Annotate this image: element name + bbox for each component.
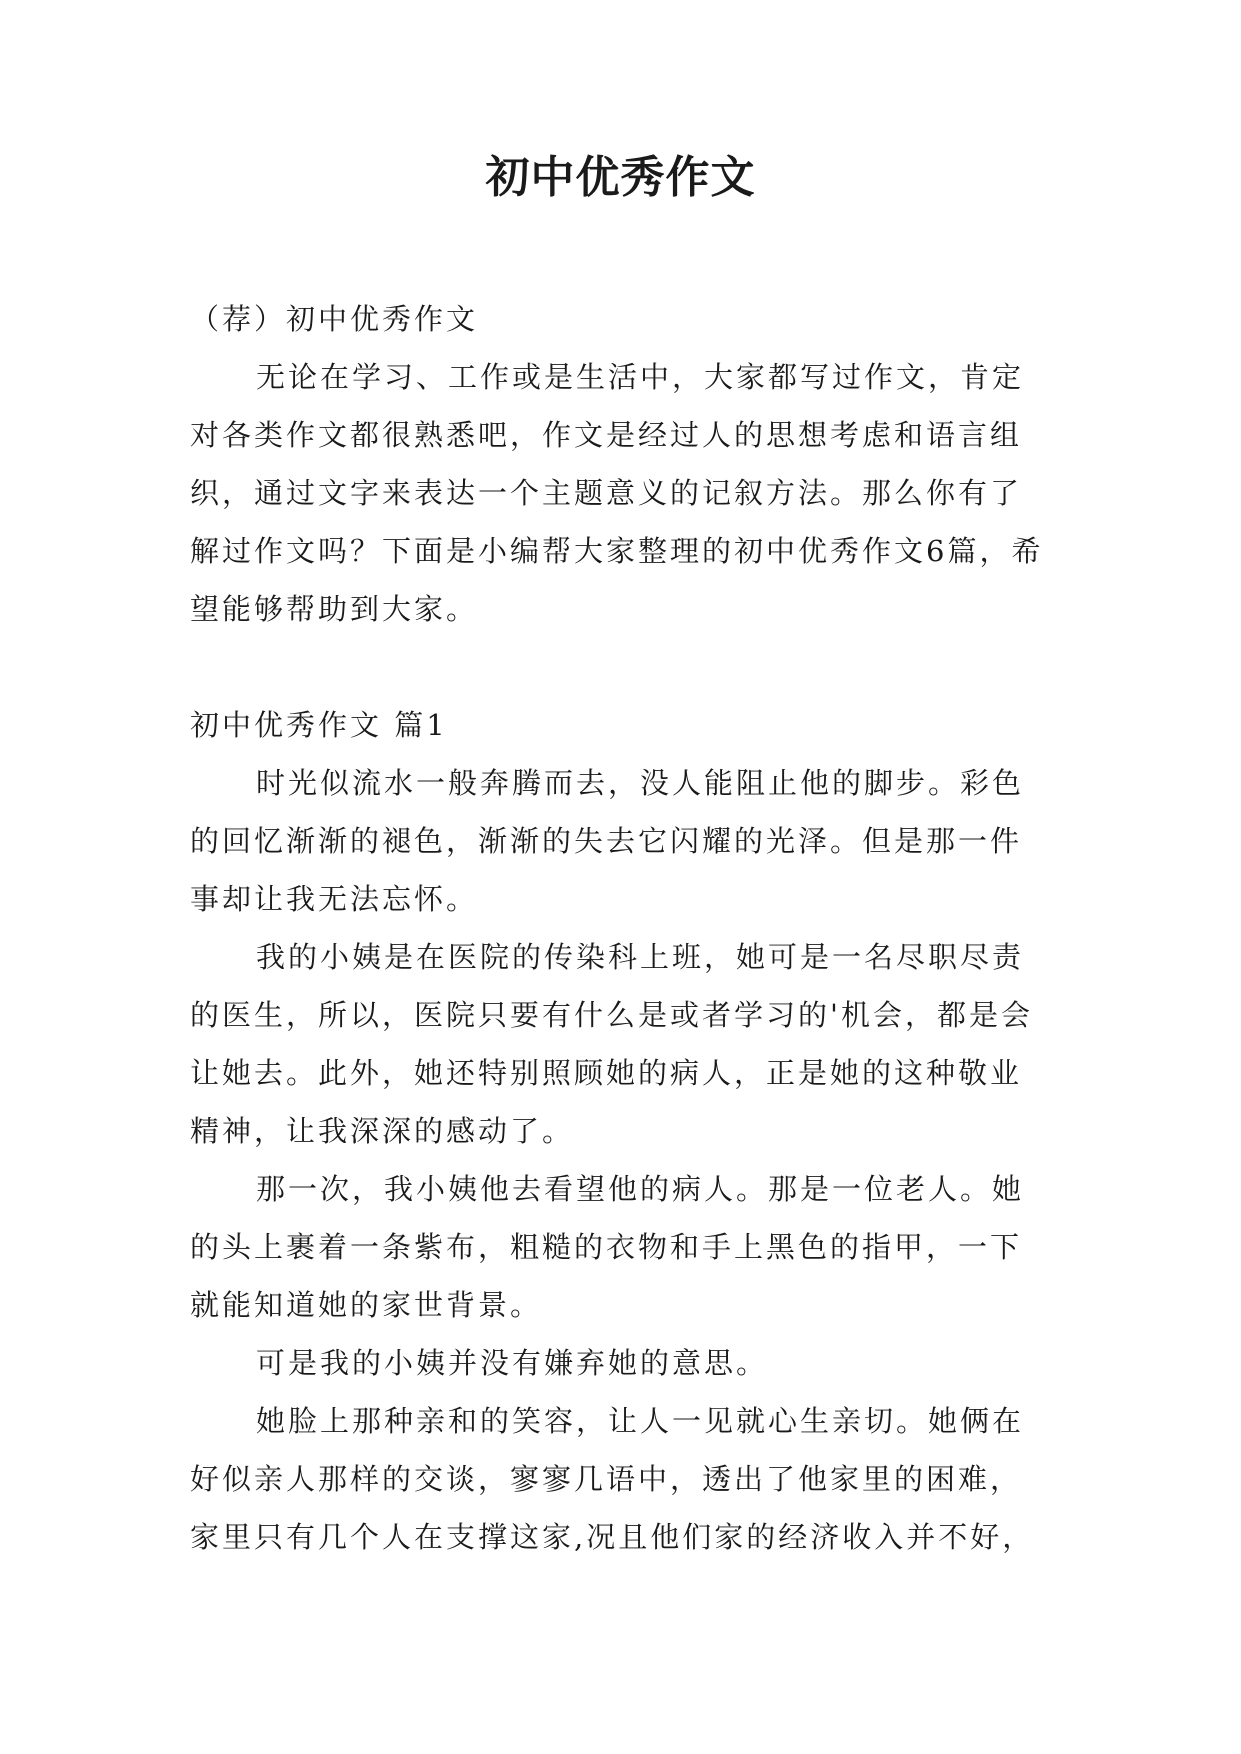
paragraph: 那一次，我小姨他去看望他的病人。那是一位老人。她的头上裹着一条紫布，粗糙的衣物和手上黑色的指甲，一下就能知道她的家世背景。 bbox=[190, 1172, 1025, 1322]
paragraph: 我的小姨是在医院的传染科上班，她可是一名尽职尽责的医生，所以，医院只要有什么是或者学习的'机会，都是会让她去。此外，她还特别照顾她的病人，正是她的这种敬业精神，让我深深的感动了。 bbox=[190, 940, 1033, 1148]
section-heading: 初中优秀作文 篇1 bbox=[190, 708, 448, 742]
paragraph: 她脸上那种亲和的笑容，让人一见就心生亲切。她俩在好似亲人那样的交谈，寥寥几语中，透出了他家里的困难，家里只有几个人在支撑这家,况且他们家的经济收入并不好， bbox=[190, 1404, 1035, 1554]
section-spacer bbox=[190, 638, 1052, 696]
paragraph: 时光似流水一般奔腾而去，没人能阻止他的脚步。彩色的回忆渐渐的褪色，渐渐的失去它闪耀的光泽。但是那一件事却让我无法忘怀。 bbox=[190, 766, 1025, 916]
document-body bbox=[190, 290, 1052, 1566]
intro-paragraph: 无论在学习、工作或是生活中，大家都写过作文，肯定对各类作文都很熟悉吧，作文是经过人的思想考虑和语言组织，通过文字来表达一个主题意义的记叙方法。那么你有了解过作文吗？下面是小编帮大家整理的初中优秀作文6篇，希望能够帮助到大家。 bbox=[190, 360, 1044, 626]
subtitle: （荐）初中优秀作文 bbox=[190, 302, 479, 336]
paragraph: 可是我的小姨并没有嫌弃她的意思。 bbox=[256, 1346, 769, 1380]
document-title: 初中优秀作文 bbox=[485, 152, 756, 203]
